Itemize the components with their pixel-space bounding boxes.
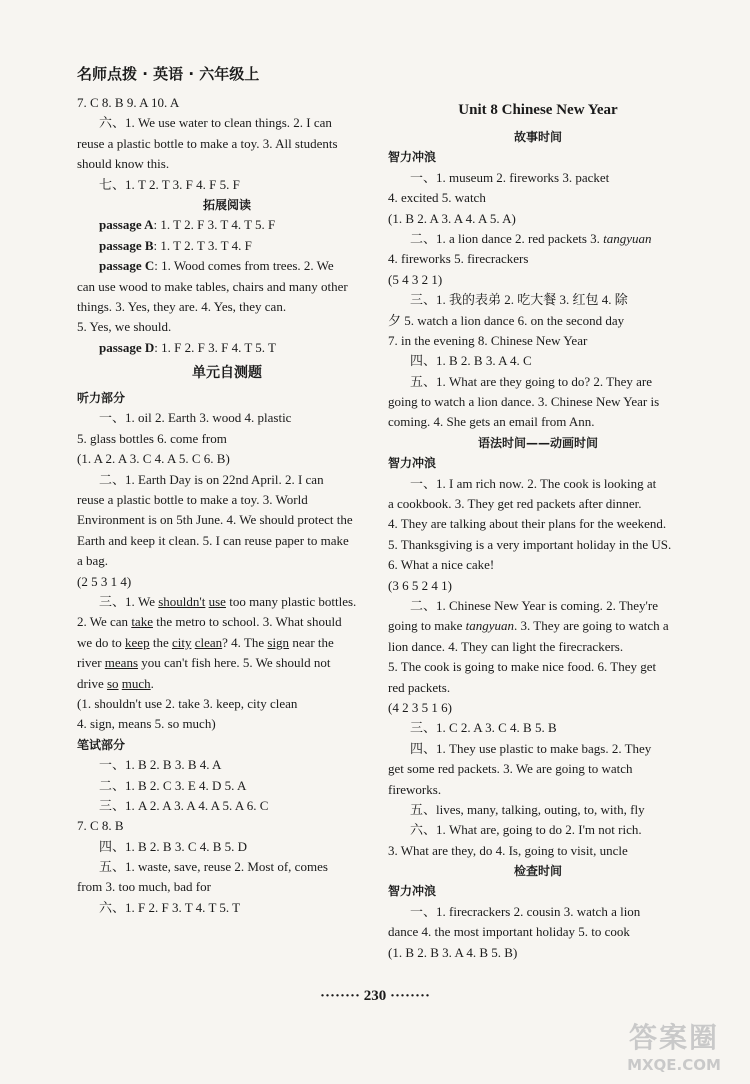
- passage-label: passage C: [99, 258, 155, 274]
- answer-line: 3. What are they, do 4. Is, going to visit, uncle: [388, 842, 628, 858]
- underlined-word: much: [121, 675, 151, 691]
- answer-line: [77, 612, 377, 632]
- answer-line: going to watch a lion dance. 3. Chinese New Year is: [388, 394, 660, 410]
- answer-line: (3 6 5 2 4 1): [388, 577, 452, 593]
- answer-line: 一、1. museum 2. fireworks 3. packet: [410, 169, 610, 185]
- passage-c-answers: [77, 256, 377, 276]
- answer-line: 5. Yes, we should.: [77, 319, 172, 335]
- answer-line: 二、1. Earth Day is on 22nd April. 2. I can: [99, 471, 324, 487]
- answer-line: [77, 653, 377, 673]
- answer-line: 4. They are talking about their plans for the weekend.: [388, 516, 667, 532]
- answer-line: 六、1. What are, going to do 2. I'm not rich.: [410, 822, 642, 838]
- answer-line: 一、1. firecrackers 2. cousin 3. watch a lion: [410, 903, 641, 919]
- text-run: near the: [289, 634, 334, 650]
- answer-line: should know this.: [77, 156, 170, 172]
- passage-answers: : 1. Wood comes from trees. 2. We: [154, 258, 334, 274]
- answer-line: from 3. too much, bad for: [77, 879, 211, 895]
- passage-answers: : 1. F 2. F 3. F 4. T 5. T: [154, 339, 276, 355]
- answer-line: (1. A 2. A 3. C 4. A 5. C 6. B): [77, 451, 230, 467]
- text-run: ? 4. The: [222, 634, 268, 650]
- underlined-word: take: [131, 614, 153, 630]
- answer-line: [388, 229, 688, 249]
- answer-line: things. 3. Yes, they are. 4. Yes, they can.: [77, 298, 287, 314]
- answer-line: 四、1. B 2. B 3. A 4. C: [410, 353, 532, 369]
- underlined-word: use: [208, 593, 226, 609]
- text-run: .: [150, 675, 154, 691]
- answer-line: (1. B 2. A 3. A 4. A 5. A): [388, 210, 516, 226]
- section-subtitle-extended-reading: 拓展阅读: [202, 197, 251, 212]
- section-subtitle-written: 笔试部分: [77, 737, 126, 752]
- right-column: [388, 93, 688, 963]
- answer-line: 四、1. B 2. B 3. C 4. B 5. D: [99, 838, 248, 854]
- answer-line: 7. in the evening 8. Chinese New Year: [388, 332, 588, 348]
- passage-label: passage D: [99, 339, 155, 355]
- answer-line: 4. sign, means 5. so much): [77, 716, 216, 732]
- passage-label: passage B: [99, 237, 154, 253]
- answer-line: 三、1. A 2. A 3. A 4. A 5. A 6. C: [99, 797, 269, 813]
- answer-line: (2 5 3 1 4): [77, 573, 132, 589]
- italic-word: tangyuan: [465, 618, 515, 634]
- answer-line: 三、1. 我的表弟 2. 吃大餐 3. 红包 4. 除: [410, 292, 628, 308]
- underlined-word: city: [171, 634, 192, 650]
- answer-line: 4. fireworks 5. firecrackers: [388, 251, 529, 267]
- answer-line: (1. B 2. B 3. A 4. B 5. B): [388, 944, 518, 960]
- answer-line: lion dance. 4. They can light the firecrackers.: [388, 638, 624, 654]
- answer-line: 四、1. They use plastic to make bags. 2. They: [410, 740, 652, 756]
- answer-line: can use wood to make tables, chairs and many other: [77, 278, 348, 294]
- answer-line: 三、1. C 2. A 3. C 4. B 5. B: [410, 720, 557, 736]
- text-run: drive: [77, 675, 107, 691]
- section-subtitle-story-time: 故事时间: [513, 130, 562, 144]
- passage-d-answers: [77, 338, 377, 358]
- unit-title: Unit 8 Chinese New Year: [458, 102, 618, 118]
- underlined-word: shouldn't: [158, 593, 206, 609]
- underlined-word: keep: [125, 634, 150, 650]
- answer-line: (1. shouldn't use 2. take 3. keep, city clean: [77, 695, 298, 711]
- text-run: 2. We can: [77, 614, 132, 630]
- answer-line: 4. excited 5. watch: [388, 190, 486, 206]
- text-run: the metro to school. 3. What should: [152, 614, 342, 630]
- answer-line: 夕 5. watch a lion dance 6. on the second day: [388, 312, 625, 328]
- section-subtitle-check-time: 检查时间: [513, 864, 562, 879]
- passage-answers: : 1. T 2. T 3. T 4. F: [153, 237, 252, 253]
- answer-line: Earth and keep it clean. 5. I can reuse paper to make: [77, 532, 349, 548]
- answer-line: fireworks.: [388, 781, 442, 797]
- section-subtitle-brain-surf: 智力冲浪: [388, 884, 437, 899]
- text-run: 三、1. We: [99, 593, 159, 609]
- answer-line: [77, 674, 377, 694]
- answer-line: reuse a plastic bottle to make a toy. 3. All students: [77, 135, 338, 151]
- section-subtitle-brain-surf: 智力冲浪: [388, 456, 437, 471]
- section-subtitle-brain-surf: 智力冲浪: [388, 150, 437, 165]
- text-run: we do to: [77, 634, 126, 650]
- text-run: going to make: [388, 618, 466, 634]
- answer-line: 一、1. I am rich now. 2. The cook is looking at: [410, 475, 657, 491]
- italic-word: tangyuan: [603, 230, 652, 246]
- answer-line: reuse a plastic bottle to make a toy. 3. World: [77, 492, 308, 508]
- answer-line: 5. The cook is going to make nice food. 6. They get: [388, 659, 657, 675]
- passage-label: passage A: [99, 217, 154, 233]
- answer-line: 五、lives, many, talking, outing, to, with, fly: [410, 801, 645, 817]
- underlined-word: clean: [194, 634, 223, 650]
- answer-line: 六、1. We use water to clean things. 2. I can: [99, 115, 332, 131]
- answer-line: 七、1. T 2. T 3. F 4. F 5. F: [99, 176, 240, 192]
- answer-line: 7. C 8. B 9. A 10. A: [77, 95, 180, 110]
- answer-line: [388, 616, 688, 636]
- answer-line: Environment is on 5th June. 4. We should protect the: [77, 512, 353, 528]
- section-title-self-test: 单元自测题: [192, 365, 262, 382]
- underlined-word: so: [106, 675, 119, 691]
- underlined-word: means: [104, 655, 139, 671]
- text-run: 二、1. a lion dance 2. red packets 3.: [410, 230, 604, 246]
- left-column: [77, 93, 377, 918]
- answer-line: red packets.: [388, 679, 451, 695]
- answer-line: 5. glass bottles 6. come from: [77, 430, 227, 446]
- answer-line: coming. 4. She gets an email from Ann.: [388, 414, 595, 430]
- answer-line: [77, 592, 377, 612]
- text-run: you can't fish here. 5. We should not: [138, 655, 331, 671]
- underlined-word: sign: [267, 634, 290, 650]
- page-header-title: 名师点拨 · 英语 · 六年级上: [77, 65, 260, 83]
- page-number: ········ 230 ········: [319, 988, 431, 1004]
- watermark-bottom-text: MXQE.COM: [627, 1056, 721, 1074]
- answer-line: 一、1. oil 2. Earth 3. wood 4. plastic: [99, 410, 292, 426]
- text-run: river: [77, 655, 105, 671]
- answer-line: 六、1. F 2. F 3. T 4. T 5. T: [99, 899, 241, 915]
- answer-line: a cookbook. 3. They get red packets after dinner.: [388, 496, 642, 512]
- section-subtitle-listening: 听力部分: [77, 391, 126, 406]
- answer-line: 5. Thanksgiving is a very important holiday in the US.: [388, 536, 672, 552]
- passage-answers: : 1. T 2. F 3. T 4. T 5. F: [153, 217, 276, 233]
- answer-line: get some red packets. 3. We are going to watch: [388, 761, 633, 777]
- section-subtitle-grammar-time: 语法时间——动画时间: [477, 435, 598, 450]
- passage-b-answers: [77, 236, 377, 256]
- answer-line: (5 4 3 2 1): [388, 271, 443, 287]
- answer-line: 二、1. B 2. C 3. E 4. D 5. A: [99, 777, 247, 793]
- answer-line: a bag.: [77, 553, 109, 569]
- watermark-top-text: 答案圈: [628, 1021, 719, 1054]
- answer-line: dance 4. the most important holiday 5. to cook: [388, 924, 630, 940]
- answer-line: (4 2 3 5 1 6): [388, 699, 452, 715]
- passage-a-answers: [77, 215, 377, 235]
- text-run: . 3. They are going to watch a: [514, 618, 669, 634]
- answer-line: 五、1. What are they going to do? 2. They are: [410, 373, 652, 389]
- answer-line: 6. What a nice cake!: [388, 557, 495, 573]
- text-run: the: [149, 634, 172, 650]
- watermark-logo: [604, 1016, 744, 1076]
- answer-line: 一、1. B 2. B 3. B 4. A: [99, 757, 222, 773]
- answer-line: [77, 633, 377, 653]
- answer-line: 7. C 8. B: [77, 818, 124, 834]
- answer-line: 五、1. waste, save, reuse 2. Most of, comes: [99, 859, 328, 875]
- text-run: too many plastic bottles.: [225, 593, 357, 609]
- answer-line: 二、1. Chinese New Year is coming. 2. They're: [410, 597, 658, 613]
